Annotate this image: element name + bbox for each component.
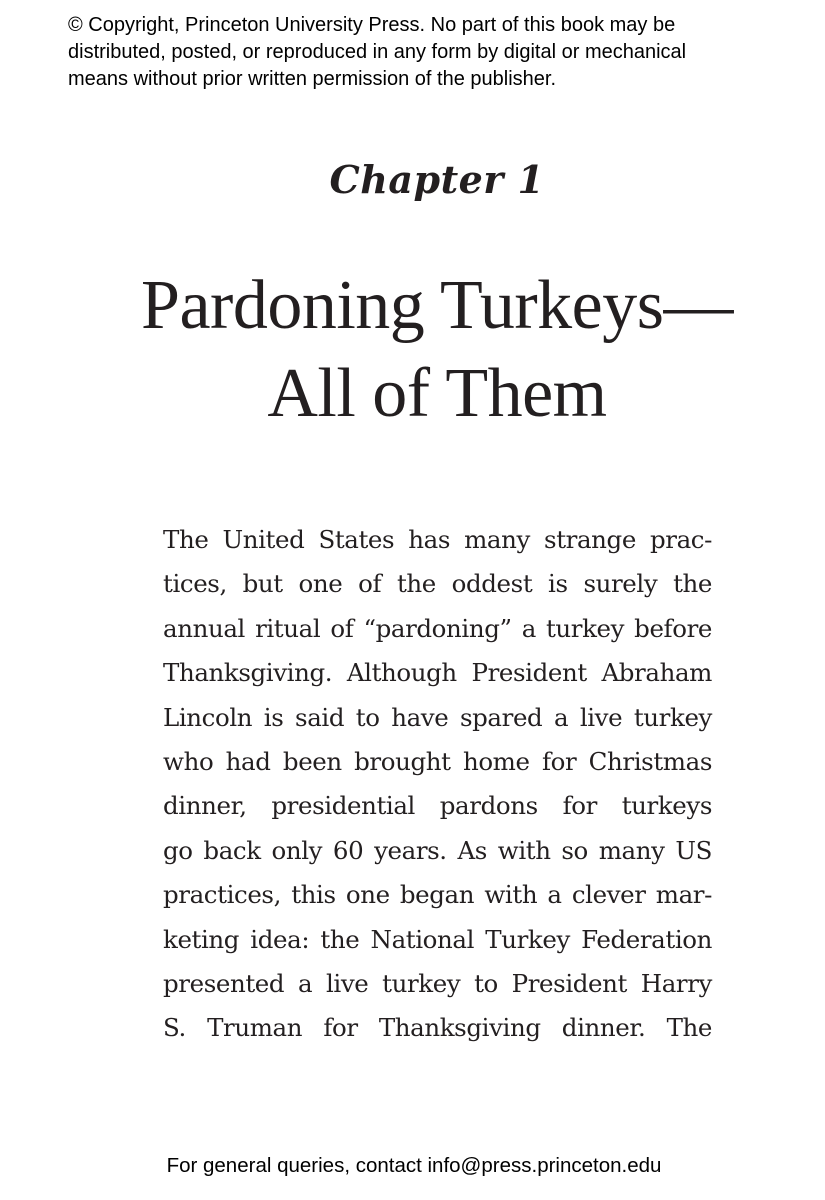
chapter-title-line: All of Them <box>267 355 607 432</box>
copyright-notice <box>68 12 788 93</box>
body-line: presented a live turkey to President Harry <box>163 968 712 998</box>
body-line: S. Truman for Thanksgiving dinner. The <box>163 1013 712 1043</box>
body-line: keting idea: the National Turkey Federation <box>163 924 712 954</box>
body-line: Thanksgiving. Although President Abraham <box>163 658 712 688</box>
copyright-line: distributed, posted, or reproduced in any form by digital or mechanical <box>68 41 687 63</box>
copyright-line: © Copyright, Princeton University Press. No part of this book may be <box>68 14 676 36</box>
body-line: The United States has many strange prac- <box>163 525 712 554</box>
body-line: tices, but one of the oddest is surely the <box>163 569 712 599</box>
body-line: practices, this one began with a clever mar- <box>163 880 712 910</box>
chapter-title <box>0 262 825 438</box>
footer-contact: For general queries, contact info@press.princeton.edu <box>166 1154 662 1177</box>
body-line: Lincoln is said to have spared a live turkey <box>163 702 712 732</box>
body-line: dinner, presidential pardons for turkeys <box>163 791 712 821</box>
body-line: annual ritual of “pardoning” a turkey before <box>163 613 712 643</box>
body-line: who had been brought home for Christmas <box>163 746 712 776</box>
copyright-line: means without prior written permission of the publisher. <box>68 68 557 90</box>
body-paragraph <box>163 518 712 1051</box>
chapter-title-line: Pardoning Turkeys— <box>141 267 733 344</box>
body-line: go back only 60 years. As with so many US <box>163 835 712 865</box>
chapter-label: Chapter 1 <box>329 157 545 202</box>
